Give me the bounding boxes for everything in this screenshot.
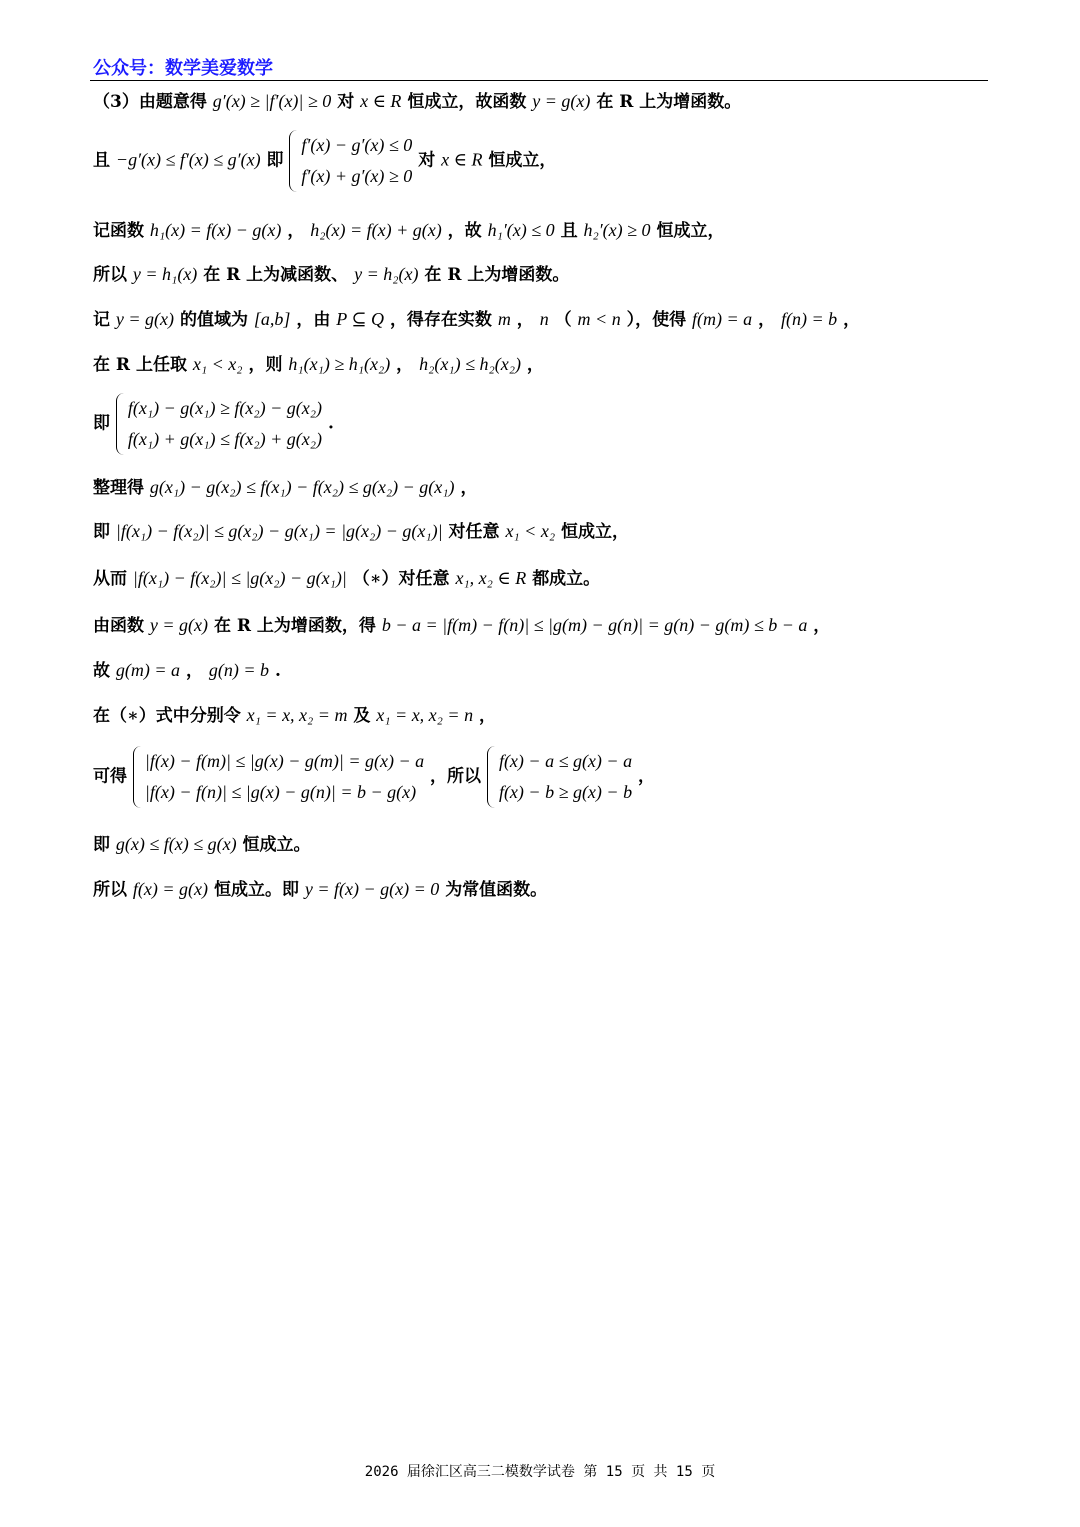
equation-system xyxy=(289,130,412,192)
formula: h₁(x₁) ≥ h₁(x₂) xyxy=(288,354,391,374)
solution-line-7 xyxy=(93,393,334,455)
text: 即 xyxy=(93,522,110,542)
solution-line-6 xyxy=(93,352,544,377)
text: 记函数 xyxy=(93,221,144,241)
text: ，得存在实数 xyxy=(389,310,492,330)
header-divider xyxy=(90,80,988,81)
solution-line-13 xyxy=(93,703,496,728)
text: 恒成立， xyxy=(488,150,557,171)
text: 恒成立。 xyxy=(242,835,311,855)
formula: h₂(x₁) ≤ h₂(x₂) xyxy=(419,354,521,374)
formula: [a,b] xyxy=(253,309,291,329)
text: 记 xyxy=(93,310,110,330)
text: 对 xyxy=(337,92,355,112)
text: ， xyxy=(396,355,414,375)
text: ， xyxy=(813,616,831,636)
formula: y = h₂(x) xyxy=(354,264,419,284)
text: （3）由题意得 xyxy=(93,92,207,112)
text: 恒成立， xyxy=(656,221,725,241)
text: ， xyxy=(516,310,534,330)
solution-line-4 xyxy=(93,262,569,287)
text: ），使得 xyxy=(626,310,687,330)
formula: y = g(x) xyxy=(149,615,209,635)
text: 故 xyxy=(93,661,110,681)
solution-line-9 xyxy=(93,519,629,544)
left-brace xyxy=(289,130,299,192)
system-row: f(x) − a ≤ g(x) − a xyxy=(498,751,633,771)
text: 恒成立。即 xyxy=(213,880,299,900)
text: 且 xyxy=(560,221,578,241)
text: （∗）对任意 xyxy=(352,569,450,589)
left-brace xyxy=(116,393,126,455)
formula: g(m) = a xyxy=(115,660,181,680)
formula: x₁ = x, x₂ = m xyxy=(246,705,348,725)
text: ，由 xyxy=(296,310,331,330)
formula: m < n xyxy=(577,309,621,329)
solution-line-11 xyxy=(93,613,830,638)
solution-line-5 xyxy=(93,307,860,332)
text: 且 xyxy=(93,150,110,171)
text: 即 xyxy=(93,835,110,855)
text: 在 R 上为减函数、 xyxy=(203,265,349,285)
formula: |f(x₁) − f(x₂)| ≤ g(x₂) − g(x₁) = |g(x₂) − g(x₁)| xyxy=(115,521,443,541)
left-brace xyxy=(133,746,143,808)
formula: x ∈ R xyxy=(360,91,402,111)
formula: f(m) = a xyxy=(692,309,753,329)
system-row: f′(x) + g′(x) ≥ 0 xyxy=(301,166,413,186)
formula: x ∈ R xyxy=(441,149,483,170)
text: ， xyxy=(287,221,305,241)
text: 对 xyxy=(418,150,436,171)
text: 整理得 xyxy=(93,478,144,498)
formula: |f(x₁) − f(x₂)| ≤ |g(x₂) − g(x₁)| xyxy=(132,568,347,588)
text: 的值域为 xyxy=(179,310,248,330)
text: 由函数 xyxy=(93,616,144,636)
text: 在 R 上为增函数，得 xyxy=(213,616,376,636)
system-row: f(x₁) + g(x₁) ≤ f(x₂) + g(x₂) xyxy=(127,429,323,449)
formula: y = g(x) xyxy=(115,309,175,329)
solution-line-10 xyxy=(93,566,600,591)
solution-line-2 xyxy=(93,130,556,192)
formula: −g′(x) ≤ f′(x) ≤ g′(x) xyxy=(115,149,261,170)
equation-system xyxy=(133,746,424,808)
formula: m xyxy=(497,309,511,329)
text: 恒成立，故函数 xyxy=(407,92,527,112)
text: ，所以 xyxy=(430,766,482,787)
formula: g(n) = b xyxy=(208,660,270,680)
text: ， xyxy=(758,310,776,330)
text: ， xyxy=(460,478,478,498)
text: 所以 xyxy=(93,265,127,285)
formula: y = h₁(x) xyxy=(132,264,198,284)
text: ， xyxy=(185,661,203,681)
system-row: f(x) − b ≥ g(x) − b xyxy=(498,782,633,802)
header-wechat-account: 公众号：数学美爱数学 xyxy=(93,58,273,79)
text: 在 R 上为增函数。 xyxy=(596,92,742,112)
text: ， xyxy=(526,355,544,375)
solution-line-14 xyxy=(93,746,655,808)
text: 可得 xyxy=(93,766,127,787)
solution-line-16 xyxy=(93,877,547,902)
formula: b − a = |f(m) − f(n)| ≤ |g(m) − g(n)| = g(n) − g(m) ≤ b − a xyxy=(381,615,808,635)
text: 所以 xyxy=(93,880,127,900)
formula: n xyxy=(539,309,549,329)
text: 从而 xyxy=(93,569,127,589)
formula: h₂(x) = f(x) + g(x) xyxy=(310,220,442,240)
page-footer: 2026 届徐汇区高三二模数学试卷 第 15 页 共 15 页 xyxy=(364,1464,716,1480)
left-brace xyxy=(487,746,497,808)
text: 对任意 xyxy=(448,522,500,542)
system-row: |f(x) − f(m)| ≤ |g(x) − g(m)| = g(x) − a xyxy=(144,751,425,771)
text: ， xyxy=(843,310,861,330)
text: ， xyxy=(479,706,496,726)
solution-line-1 xyxy=(93,89,741,114)
formula: y = f(x) − g(x) = 0 xyxy=(304,879,440,899)
formula: h₁′(x) ≤ 0 xyxy=(487,220,555,240)
formula: x₁ = x, x₂ = n xyxy=(376,705,474,725)
text: 在 R 上任取 xyxy=(93,355,187,375)
text: 即 xyxy=(93,413,110,434)
system-row: |f(x) − f(n)| ≤ |g(x) − g(n)| = b − g(x) xyxy=(144,782,417,802)
text: . xyxy=(327,413,334,434)
text: 都成立。 xyxy=(532,569,601,589)
system-row: f(x₁) − g(x₁) ≥ f(x₂) − g(x₂) xyxy=(127,398,323,418)
formula: x₁ < x₂ xyxy=(192,354,243,374)
text: ，故 xyxy=(447,221,482,241)
text: 及 xyxy=(353,706,371,726)
text: 在 R 上为增函数。 xyxy=(424,265,570,285)
equation-system xyxy=(116,393,322,455)
formula: P ⊆ Q xyxy=(336,309,385,329)
text: 即 xyxy=(266,150,284,171)
formula: g′(x) ≥ |f′(x)| ≥ 0 xyxy=(212,91,332,111)
text: （ xyxy=(554,310,572,330)
formula: f(x) = g(x) xyxy=(132,879,209,899)
formula: x₁, x₂ ∈ R xyxy=(455,568,527,588)
solution-line-12 xyxy=(93,658,281,683)
solution-line-3 xyxy=(93,218,724,243)
formula: y = g(x) xyxy=(532,91,591,111)
formula: x₁ < x₂ xyxy=(505,521,556,541)
text: ，则 xyxy=(248,355,283,375)
text: ， xyxy=(638,766,655,787)
text: 在（∗）式中分别令 xyxy=(93,706,241,726)
formula: f(n) = b xyxy=(781,309,838,329)
system-row: f′(x) − g′(x) ≤ 0 xyxy=(301,135,413,155)
text: . xyxy=(274,661,281,681)
solution-line-8 xyxy=(93,475,477,500)
solution-line-15 xyxy=(93,832,311,857)
text: 恒成立， xyxy=(561,522,629,542)
formula: h₁(x) = f(x) − g(x) xyxy=(149,220,282,240)
formula: g(x₁) − g(x₂) ≤ f(x₁) − f(x₂) ≤ g(x₂) − g(x₁) xyxy=(149,477,455,497)
formula: h₂′(x) ≥ 0 xyxy=(583,220,651,240)
equation-system xyxy=(487,746,632,808)
text: 为常值函数。 xyxy=(445,880,548,900)
formula: g(x) ≤ f(x) ≤ g(x) xyxy=(115,834,237,854)
